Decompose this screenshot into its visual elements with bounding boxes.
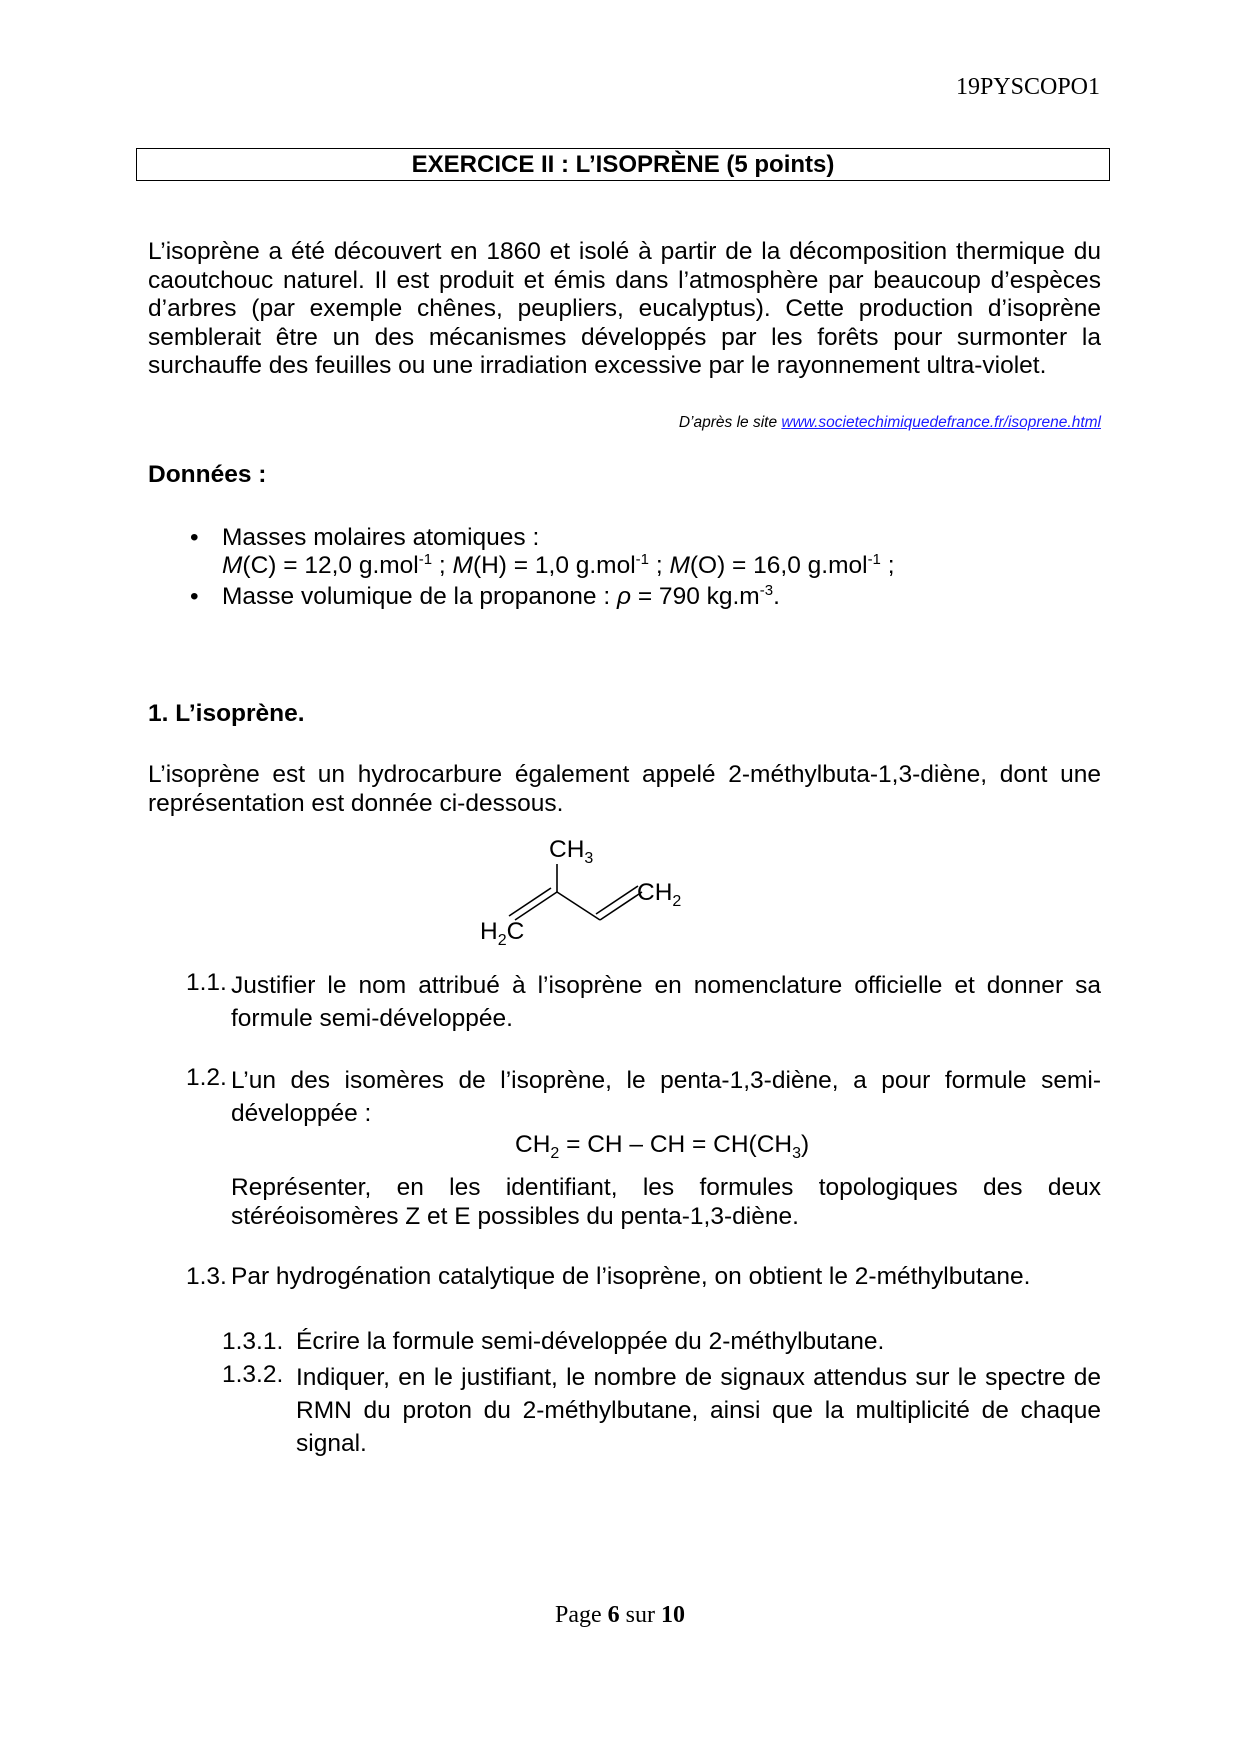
page-footer — [0, 1602, 1240, 1629]
formula-part: ) — [801, 1131, 810, 1158]
footer-page-word: Page — [555, 1602, 608, 1628]
label-c-text: C — [506, 918, 525, 945]
separator: ; — [432, 552, 453, 579]
question-1-1-text: Justifier le nom attribué à l’isoprène en nomenclature officielle et donner sa formule semi-développée. — [231, 972, 1101, 1032]
bullet-density — [222, 583, 780, 611]
donnees-heading: Données : — [148, 461, 267, 488]
exercise-title: EXERCICE II : L’ISOPRÈNE (5 points) — [136, 148, 1110, 181]
bond-double-right-a — [600, 892, 642, 920]
mass-exponent: -1 — [635, 551, 650, 568]
mass-exponent: -1 — [867, 551, 881, 568]
label-h-text: H — [480, 918, 498, 945]
label-h2c-left — [480, 918, 525, 949]
document-code: 19PYSCOPO1 — [955, 74, 1100, 100]
label-subscript: 3 — [584, 850, 594, 867]
molar-masses-line — [222, 552, 895, 580]
bullet-masses-label: Masses molaires atomiques : — [222, 524, 540, 551]
question-1-3-1-number: 1.3.1. — [222, 1328, 284, 1355]
label-subscript: 2 — [672, 893, 682, 910]
source-citation — [679, 414, 1101, 432]
question-1-2-number: 1.2. — [186, 1064, 227, 1091]
bullet-icon: • — [190, 524, 199, 551]
question-1-3-number: 1.3. — [186, 1263, 227, 1290]
mass-symbol: M — [669, 552, 690, 579]
intro-paragraph: L’isoprène a été découvert en 1860 et isolé à partir de la décomposition thermique du caoutchouc naturel. Il est produit et émis dans l’atmosphère par beaucoup d’espèces d’arbres (par exemple chênes, peupliers, eucalyptus). Cette production d’isoprène semblerait être un des mécanismes développés par les forêts pour surmonter la surchauffe des feuilles ou une irradiation excessive par le rayonnement ultra-violet. — [148, 238, 1101, 379]
density-end: . — [773, 583, 780, 610]
bond-single — [557, 892, 600, 920]
source-link[interactable]: www.societechimiquedefrance.fr/isoprene.html — [781, 414, 1101, 431]
separator: ; — [649, 552, 670, 579]
mass-oxygen: (O) = 16,0 g.mol — [689, 552, 868, 579]
formula-subscript: 3 — [792, 1145, 801, 1162]
formula-part: = CH – CH = CH(CH — [559, 1131, 793, 1158]
label-ch3 — [549, 836, 594, 867]
label-ch-text: CH — [549, 836, 585, 863]
density-exponent: -3 — [759, 582, 774, 599]
line-end: ; — [880, 552, 895, 579]
question-1-3-2-text: Indiquer, en le justifiant, le nombre de signaux attendus sur le spectre de RMN du proton du 2-méthylbutane, ainsi que la multiplicité de chaque signal. — [296, 1364, 1101, 1457]
density-label: Masse volumique de la propanone : — [222, 583, 617, 610]
label-ch2-right — [637, 879, 682, 910]
question-1-2-text-2: Représenter, en les identifiant, les formules topologiques des deux stéréoisomères Z et E possibles du penta-1,3-diène. — [231, 1174, 1101, 1230]
mass-symbol: M — [222, 552, 243, 579]
footer-page-number: 6 — [607, 1602, 620, 1628]
question-1-3-text: Par hydrogénation catalytique de l’isoprène, on obtient le 2-méthylbutane. — [231, 1263, 1031, 1290]
footer-sur: sur — [619, 1602, 661, 1628]
mass-hydrogen: (H) = 1,0 g.mol — [472, 552, 636, 579]
bond-double-left-a — [515, 892, 557, 920]
bond-double-right-b — [596, 886, 638, 914]
label-ch-text: CH — [637, 879, 673, 906]
question-1-2-text: L’un des isomères de l’isoprène, le penta-1,3-diène, a pour formule semi-développée : — [231, 1067, 1101, 1127]
mass-exponent: -1 — [418, 551, 433, 568]
rho-symbol: ρ — [616, 583, 632, 610]
mass-symbol: M — [452, 552, 473, 579]
question-1-3-1-text: Écrire la formule semi-développée du 2-méthylbutane. — [296, 1328, 885, 1355]
question-1-1-number: 1.1. — [186, 969, 227, 996]
source-prefix: D’après le site — [678, 414, 782, 431]
section-1-heading: 1. L’isoprène. — [148, 700, 305, 727]
bullet-icon: • — [190, 583, 199, 610]
formula-subscript: 2 — [550, 1145, 560, 1162]
section-1-intro: L’isoprène est un hydrocarbure également appelé 2-méthylbuta-1,3-diène, dont une représentation est donnée ci-dessous. — [148, 761, 1101, 817]
bond-double-left-b — [509, 888, 551, 916]
mass-carbon: (C) = 12,0 g.mol — [242, 552, 419, 579]
label-subscript: 2 — [497, 932, 507, 949]
formula-part: CH — [515, 1131, 551, 1158]
density-value: = 790 kg.m — [631, 583, 760, 610]
penta-diene-formula — [515, 1131, 810, 1162]
footer-page-total: 10 — [661, 1602, 685, 1628]
question-1-3-2-number: 1.3.2. — [222, 1361, 284, 1388]
